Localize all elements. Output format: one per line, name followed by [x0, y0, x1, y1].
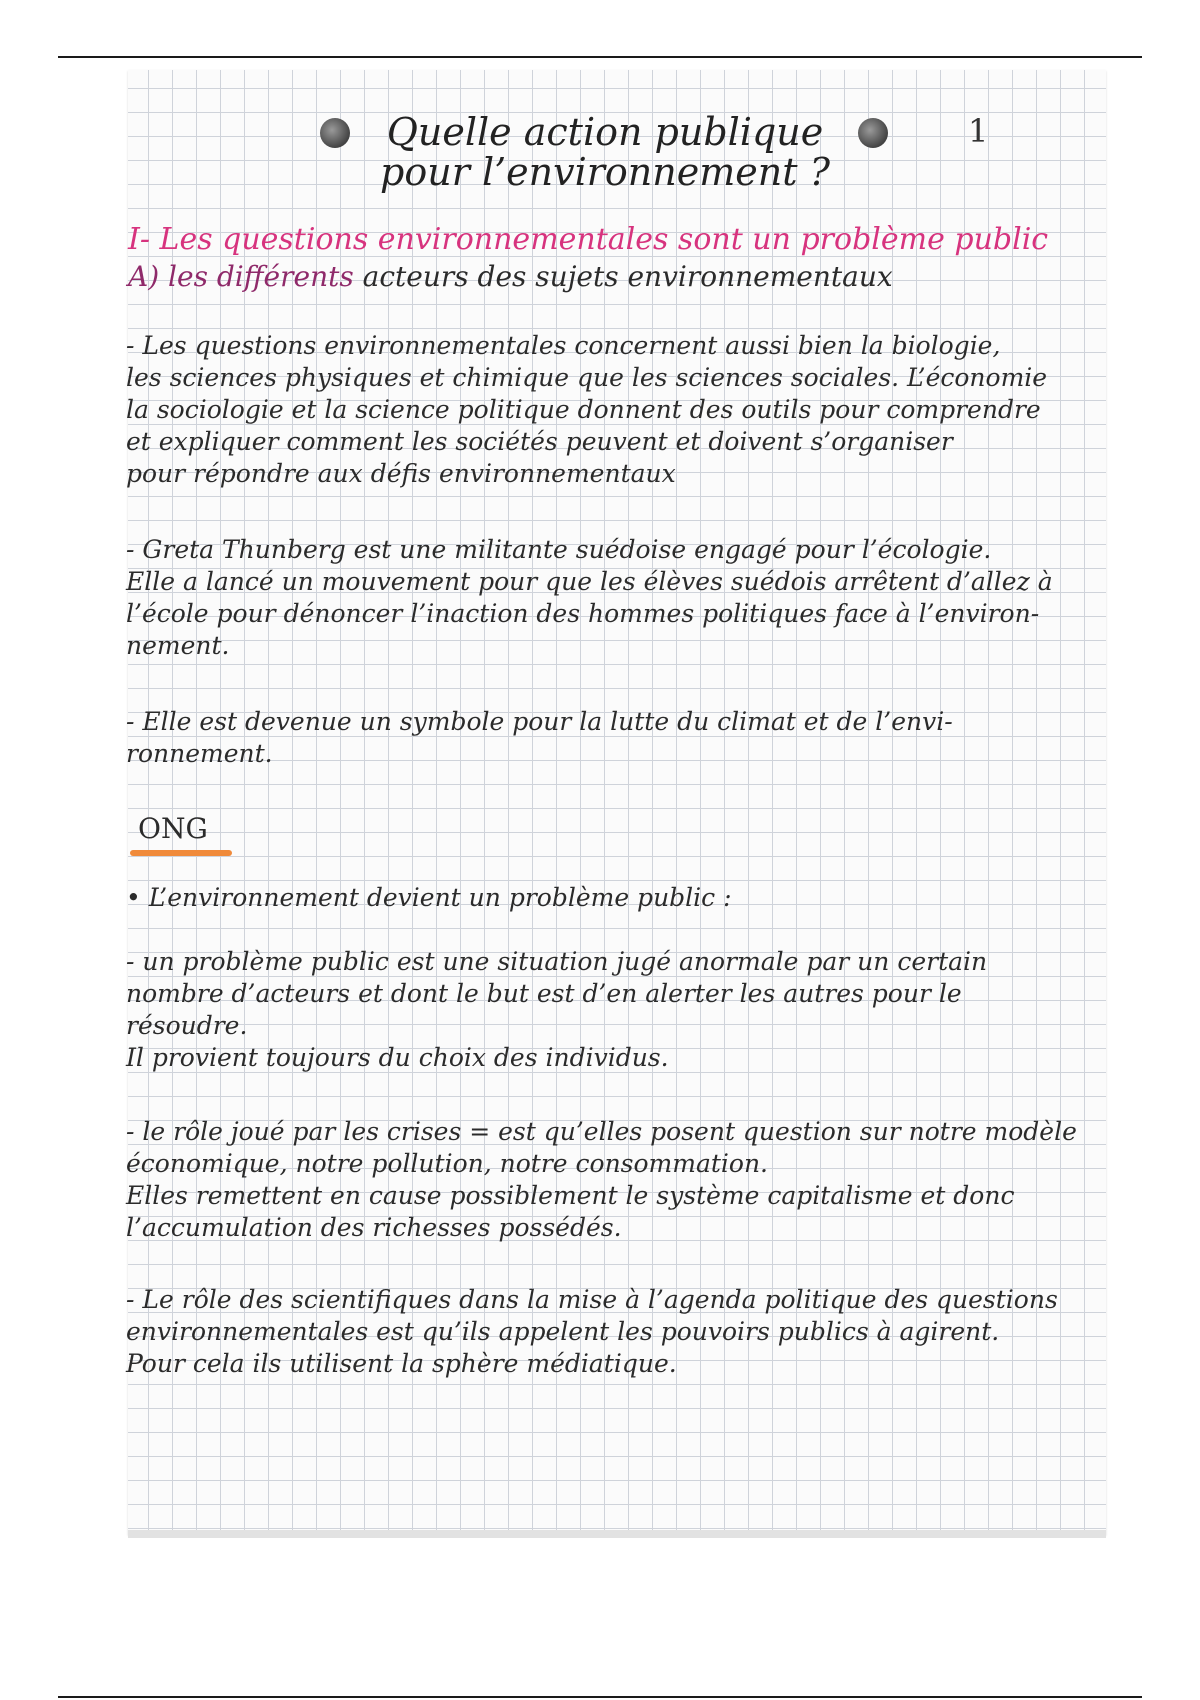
highlight-underline	[130, 850, 232, 856]
paragraph: - Les questions environnementales concernent aussi bien la biologie, les sciences physiques et chimique que les sciences sociales. L’économie la sociologie et la science politique donnent des outils pour comprendre et expliquer comment les sociétés peuvent et doivent s’organiser pour répondre aux défis environnementaux	[126, 331, 1048, 488]
paragraph: - Le rôle des scientifiques dans la mise à l’agenda politique des questions environnementales est qu’ils appelent les pouvoirs publics à agirent. Pour cela ils utilisent la sphère médiatique.	[126, 1285, 1058, 1378]
subsection-heading-rest: acteurs des sujets environnementaux	[353, 260, 893, 293]
paragraph: - le rôle joué par les crises = est qu’elles posent question sur notre modèle économique, notre pollution, notre consommation. Elles remettent en cause possiblement le système capitalisme et donc l’accumulation des richesses possédés.	[126, 1117, 1077, 1242]
ong-label: ONG	[138, 812, 208, 845]
paragraph: - Elle est devenue un symbole pour la lutte du climat et de l’envi- ronnement.	[126, 707, 953, 768]
punch-hole-left	[320, 118, 350, 148]
section-heading: I- Les questions environnementales sont un problème public	[128, 222, 1049, 257]
sheet-edge	[128, 1530, 1106, 1538]
paragraph: - Greta Thunberg est une militante suédoise engagé pour l’écologie. Elle a lancé un mouvement pour que les élèves suédois arrêtent d’allez à l’école pour dénoncer l’inaction des hommes politiques face à l’environ- nement.	[126, 535, 1053, 660]
subsection-heading-label: A) les différents	[128, 260, 354, 293]
top-rule	[58, 56, 1142, 58]
bullet-heading: • L’environnement devient un problème public :	[126, 883, 732, 912]
punch-hole-right	[858, 118, 888, 148]
bottom-rule	[58, 1696, 1142, 1698]
page-title: Quelle action publique pour l’environnement ?	[380, 110, 830, 194]
subsection-heading	[128, 260, 893, 293]
page-number: 1	[968, 112, 989, 150]
paragraph: - un problème public est une situation jugé anormale par un certain nombre d’acteurs et dont le but est d’en alerter les autres pour le résoudre. Il provient toujours du choix des individus.	[126, 947, 988, 1072]
